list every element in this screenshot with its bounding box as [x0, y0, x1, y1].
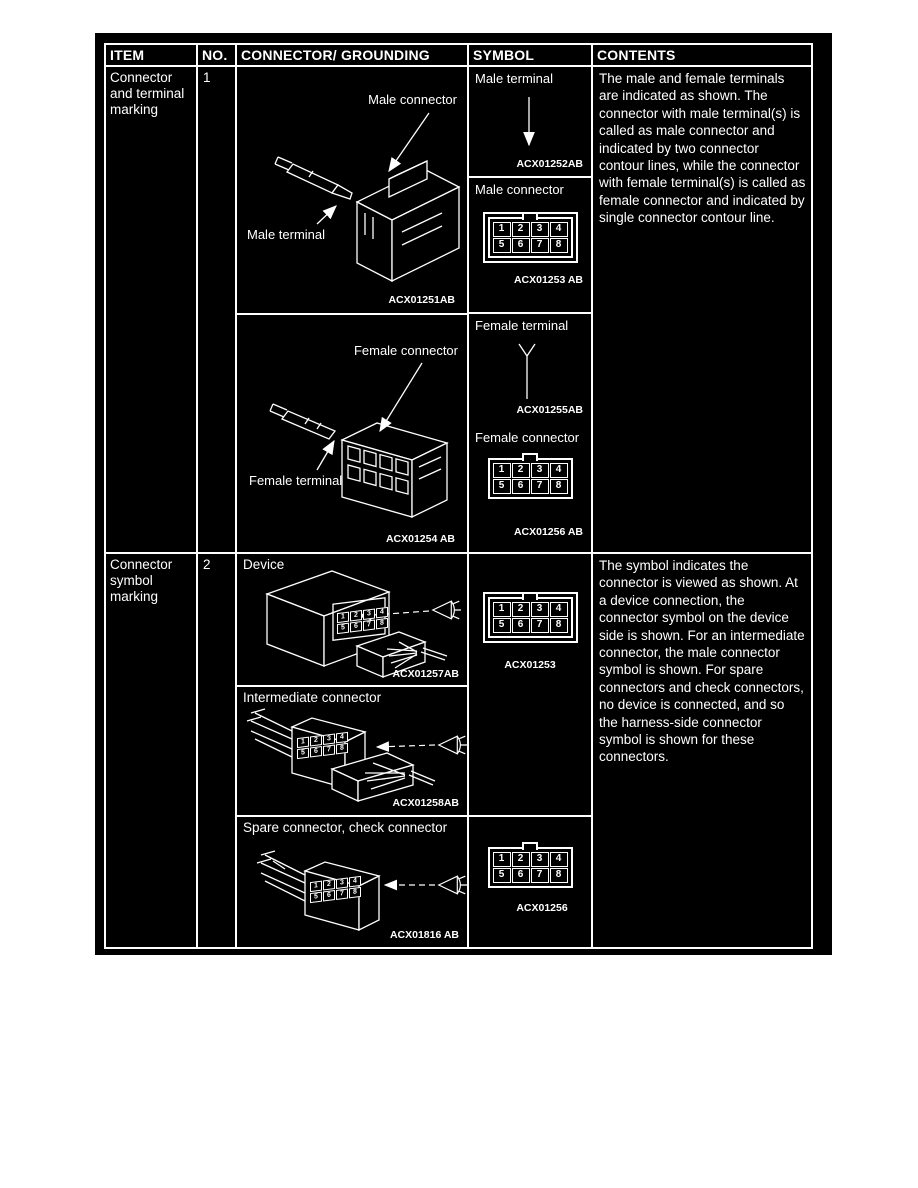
figure-code: ACX01258AB	[392, 797, 459, 809]
pin-1: 1	[310, 881, 322, 892]
male-connector-callout: Male connector	[368, 92, 457, 107]
row2-symbol-column	[469, 554, 591, 947]
pin-grid	[493, 852, 568, 883]
eye-icon	[439, 736, 467, 754]
row2-symbol-top-cell	[469, 554, 591, 815]
col-header-connector-grounding: CONNECTOR/ GROUNDING	[237, 45, 467, 65]
pin-1: 1	[493, 602, 511, 617]
row1-item: Connector and terminal marking	[106, 67, 196, 552]
pin-6: 6	[323, 890, 335, 901]
male-connector-symbol-cell	[469, 178, 591, 312]
pin-6: 6	[512, 479, 530, 494]
pin-2: 2	[350, 610, 362, 621]
row2-symbol-bottom-cell	[469, 817, 591, 947]
pin-4: 4	[550, 463, 568, 478]
row1-no: 1	[198, 67, 235, 552]
connector-tab	[522, 842, 538, 850]
symbol-code: ACX01252AB	[516, 158, 583, 170]
pin-1: 1	[337, 612, 349, 623]
row2-connector-column	[237, 554, 467, 947]
pin-3: 3	[531, 602, 549, 617]
pin-8: 8	[550, 238, 568, 253]
connector-tab	[522, 592, 538, 600]
manual-page-panel	[95, 33, 832, 955]
symbol-code: ACX01255AB	[516, 404, 583, 416]
pin-1: 1	[493, 463, 511, 478]
pin-2: 2	[323, 879, 335, 890]
col-header-item: ITEM	[106, 45, 196, 65]
pin-4: 4	[550, 852, 568, 867]
pin-grid	[493, 222, 568, 253]
spare-connector-label: Spare connector, check connector	[243, 820, 448, 835]
pin-6: 6	[512, 868, 530, 883]
pin-6: 6	[310, 746, 322, 757]
pin-6: 6	[512, 618, 530, 633]
female-connector-figure	[237, 315, 467, 552]
pin-2: 2	[512, 602, 530, 617]
col-header-symbol: SYMBOL	[469, 45, 591, 65]
eye-icon	[433, 601, 461, 619]
symbol-code: ACX01253	[504, 659, 556, 671]
pin-grid	[493, 602, 568, 633]
pin-5: 5	[297, 748, 309, 759]
row1-symbol-column	[469, 67, 591, 552]
col-header-contents: CONTENTS	[593, 45, 811, 65]
pin-8: 8	[376, 618, 388, 629]
spare-connector-figure	[237, 817, 467, 947]
pin-grid	[493, 463, 568, 494]
pin-3: 3	[531, 222, 549, 237]
pin-5: 5	[493, 618, 511, 633]
female-connector-symbol-label: Female connector	[475, 430, 580, 445]
pin-8: 8	[336, 743, 348, 754]
pin-5: 5	[493, 238, 511, 253]
figure-code: ACX01254 AB	[385, 533, 455, 545]
pin-8: 8	[349, 887, 361, 898]
male-terminal-symbol-label: Male terminal	[475, 71, 554, 86]
pin-1: 1	[493, 222, 511, 237]
pin-4: 4	[336, 732, 348, 743]
figure-code: ACX01816 AB	[389, 929, 459, 941]
pin-6: 6	[512, 238, 530, 253]
pin-1: 1	[297, 737, 309, 748]
pin-4: 4	[550, 222, 568, 237]
symbol-code: ACX01256 AB	[513, 526, 583, 538]
male-connector-symbol-label: Male connector	[475, 182, 564, 197]
row2-item: Connector symbol marking	[106, 554, 196, 947]
pin-7: 7	[323, 744, 335, 755]
intermediate-connector-drawing	[237, 687, 467, 815]
pin-3: 3	[336, 877, 348, 888]
pin-7: 7	[531, 868, 549, 883]
row2-no: 2	[198, 554, 235, 947]
row1-contents: The male and female terminals are indicated as shown. The connector with male terminal(s) is called as male connector and indicated by two connector contour lines, while the connector with female terminal(s) is called as female connector and indicated by single connector contour line.	[593, 67, 811, 552]
row2-contents: The symbol indicates the connector is viewed as shown. At a device connection, the connector symbol on the device side is shown. For an intermediate connector, the male connector symbol is shown. For spare connectors and check connectors, no device is connected, and so the harness-side connector symbol is shown for these connectors.	[593, 554, 811, 947]
pin-4: 4	[349, 876, 361, 887]
female-connector-symbol	[488, 458, 573, 499]
pin-7: 7	[363, 619, 375, 630]
pin-5: 5	[337, 623, 349, 634]
male-connector-figure	[237, 67, 467, 313]
pin-2: 2	[310, 735, 322, 746]
pin-3: 3	[363, 608, 375, 619]
col-header-no: NO.	[198, 45, 235, 65]
legend-table	[104, 43, 813, 949]
pin-7: 7	[336, 888, 348, 899]
pin-5: 5	[493, 868, 511, 883]
female-connector-callout: Female connector	[353, 343, 458, 358]
pin-8: 8	[550, 868, 568, 883]
pin-2: 2	[512, 222, 530, 237]
pin-5: 5	[493, 479, 511, 494]
male-connector-symbol	[483, 212, 578, 263]
pin-2: 2	[512, 852, 530, 867]
row1-connector-column	[237, 67, 467, 552]
pin-4: 4	[550, 602, 568, 617]
pin-5: 5	[310, 892, 322, 903]
pin-3: 3	[531, 852, 549, 867]
device-label: Device	[243, 557, 285, 572]
pin-4: 4	[376, 607, 388, 618]
pin-3: 3	[323, 733, 335, 744]
pin-7: 7	[531, 479, 549, 494]
figure-code: ACX01251AB	[388, 294, 455, 306]
device-figure	[237, 554, 467, 685]
female-terminal-symbol-label: Female terminal	[475, 318, 569, 333]
female-symbols-cell	[469, 314, 591, 552]
pin-1: 1	[493, 852, 511, 867]
pin-2: 2	[512, 463, 530, 478]
pin-8: 8	[550, 479, 568, 494]
connector-tab	[522, 453, 538, 461]
pin-7: 7	[531, 618, 549, 633]
pin-3: 3	[531, 463, 549, 478]
female-terminal-symbol-icon	[469, 314, 591, 414]
female-connector-symbol	[488, 847, 573, 888]
symbol-code: ACX01256	[516, 902, 568, 914]
intermediate-connector-label: Intermediate connector	[243, 690, 382, 705]
eye-icon	[439, 876, 467, 894]
pin-8: 8	[550, 618, 568, 633]
male-terminal-callout: Male terminal	[247, 227, 326, 242]
intermediate-connector-figure	[237, 687, 467, 815]
figure-code: ACX01257AB	[392, 668, 459, 680]
pin-7: 7	[531, 238, 549, 253]
pin-6: 6	[350, 621, 362, 632]
male-connector-symbol	[483, 592, 578, 643]
symbol-code: ACX01253 AB	[513, 274, 583, 286]
male-terminal-symbol-cell	[469, 67, 591, 176]
connector-tab	[522, 212, 538, 220]
female-terminal-callout: Female terminal	[249, 473, 343, 488]
